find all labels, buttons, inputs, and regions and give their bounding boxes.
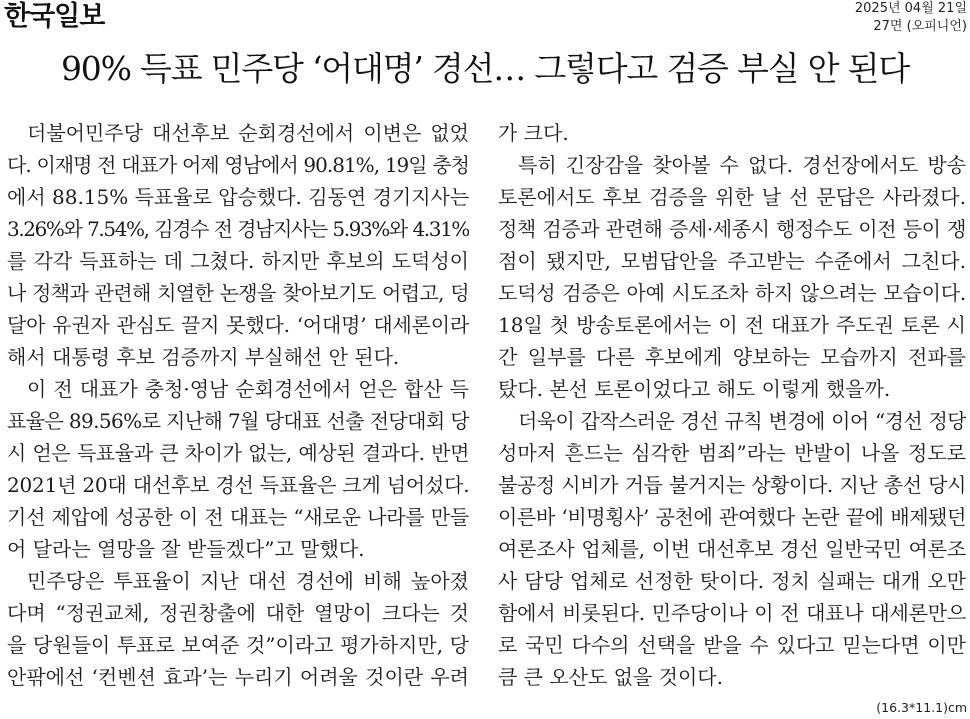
article-line: 불공정 시비가 거듭 불거지는 상황이다. 지난 총선 당시 [498,473,966,497]
article-paragraph [7,565,469,693]
article-line: 점이 됐지만, 모범답안을 주고받는 수준에서 그친다. [498,249,966,273]
article-line: 정책 검증과 관련해 증세·세종시 행정수도 이전 등이 쟁 [498,217,966,241]
article-line: 큼 큰 오산도 없을 것이다. [498,665,723,689]
article-line: 18일 첫 방송토론에서는 이 전 대표가 주도권 토론 시 [498,313,966,337]
article-line: 토론에서도 후보 검증을 위한 날 선 문답은 사라졌다. [498,185,966,209]
dateline [855,0,967,36]
article-line: 사 담당 업체로 선정한 탓이다. 정치 실패는 대개 오만 [498,569,966,593]
publication-date: 2025년 04월 21일 [854,1,967,16]
article-line: 달아 유권자 관심도 끌지 못했다. ‘어대명’ 대세론이라 [7,313,469,337]
article-paragraph [7,117,469,373]
article-paragraph [498,405,966,693]
article-line: 를 각각 득표하는 데 그쳤다. 하지만 후보의 도덕성이 [7,249,469,273]
article-paragraph [7,373,469,565]
article-line: 3.26%와 7.54%, 김경수 전 경남지사는 5.93%와 4.31% [7,217,469,241]
article-line: 시 얻은 득표율과 큰 차이가 없는, 예상된 결과다. 반면 [7,441,469,465]
article-line: 로 국민 다수의 선택을 받을 수 있다고 믿는다면 이만 [498,633,966,657]
article-column-left [7,117,469,693]
article-line: 다. 이재명 전 대표가 어제 영남에서 90.81%, 19일 충청 [7,153,469,177]
article-line: 더욱이 갑작스러운 경선 규칙 변경에 이어 “경선 정당 [518,409,966,433]
article-line: 기선 제압에 성공한 이 전 대표는 “새로운 나라를 만들 [7,505,469,529]
article-line: 성마저 흔드는 심각한 범죄”라는 반발이 나올 정도로 [498,441,966,465]
article-line: 더불어민주당 대선후보 순회경선에서 이변은 없었 [27,121,469,145]
article-line: 특히 긴장감을 찾아볼 수 없다. 경선장에서도 방송 [518,153,966,177]
headline: 90% 득표 민주당 ‘어대명’ 경선… 그렇다고 검증 부실 안 된다 [61,49,909,88]
article-line: 2021년 20대 대선후보 경선 득표율은 크게 넘어섰다. [7,473,469,497]
article-line: 함에서 비롯된다. 민주당이나 이 전 대표나 대세론만으 [498,601,966,625]
article-line: 이른바 ‘비명횡사’ 공천에 관여했다 논란 끝에 배제됐던 [498,505,966,529]
article-line: 이 전 대표가 충청·영남 순회경선에서 얻은 합산 득 [27,377,469,401]
article-paragraph [498,149,966,405]
article-line: 간 일부를 다른 후보에게 양보하는 모습까지 전파를 [498,345,966,369]
article-line: 가 크다. [498,121,569,145]
article-line: 표율은 89.56%로 지난해 7월 당대표 선출 전당대회 당 [7,409,469,433]
article-paragraph [498,117,966,149]
article-line: 안팎에선 ‘컨벤션 효과’는 누리기 어려울 것이란 우려 [7,665,469,689]
page-section: 27면 (오피니언) [873,19,967,34]
article-line: 어 달라는 열망을 잘 받들겠다”고 말했다. [7,537,365,561]
article-line: 민주당은 투표율이 지난 대선 경선에 비해 높아졌 [27,569,469,593]
article-line: 여론조사 업체를, 이번 대선후보 경선 일반국민 여론조 [498,537,966,561]
article-line: 을 당원들이 투표로 보여준 것”이라고 평가하지만, 당 [7,633,469,657]
article-column-right [498,117,966,693]
article-line: 나 정책과 관련해 치열한 논쟁을 찾아보기도 어렵고, 덩 [7,281,469,305]
newspaper-logo: 한국일보 [4,1,105,32]
article-line: 해서 대통령 후보 검증까지 부실해선 안 된다. [7,345,400,369]
article-line: 탔다. 본선 토론이었다고 해도 이렇게 했을까. [498,377,891,401]
article-line: 에서 88.15% 득표율로 압승했다. 김동연 경기지사는 [7,185,469,209]
clipping-size-note: (16.3*11.1)cm [876,700,967,715]
article-line: 도덕성 검증은 아예 시도조차 하지 않으려는 모습이다. [498,281,966,305]
article-line: 다며 “정권교체, 정권창출에 대한 열망이 크다는 것 [7,601,469,625]
